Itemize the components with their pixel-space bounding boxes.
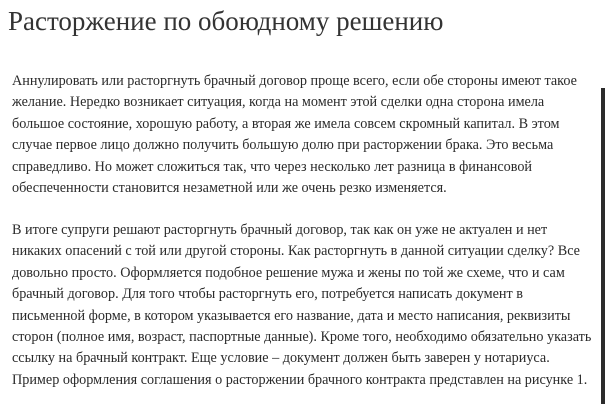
paragraph-1-line: желание. Нередко возникает ситуация, когда на момент этой сделки одна сторона имела — [12, 94, 545, 111]
paragraph-1-line: обеспеченности становится незаметной или же очень резко изменяется. — [12, 180, 447, 197]
paragraph-2-line: письменной форме, в котором указывается его название, дата и место написания, реквизиты — [12, 307, 571, 324]
paragraph-2-line: Пример оформления соглашения о расторжении брачного контракта представлен на рисунке 1. — [12, 371, 588, 388]
paragraph-1 — [12, 71, 602, 199]
paragraph-2-line: никаких опасений с той или другой стороны. Как расторгнуть в данной ситуации сделку? Все — [12, 243, 580, 260]
paragraph-2-line: ссылку на брачный контракт. Еще условие – документ должен быть заверен у нотариуса. — [12, 350, 550, 367]
paragraph-1-line: справедливо. Но может сложиться так, что через несколько лет разница в финансовой — [12, 158, 533, 175]
paragraph-1-line: большое состояние, хорошую работу, а вторая же имела совсем скромный капитал. В этом — [12, 115, 560, 132]
paragraph-1-line: Аннулировать или расторгнуть брачный договор проще всего, если обе стороны имеют такое — [12, 73, 577, 89]
paragraph-1-line: случае первое лицо должно получить большую долю при расторжении брака. Это весьма — [12, 137, 554, 154]
article-title: Расторжение по обоюдному решению — [8, 6, 444, 36]
paragraph-2 — [12, 220, 602, 391]
paragraph-2-line: сторон (полное имя, возраст, паспортные данные). Кроме того, необходимо обязательно указать — [12, 329, 592, 346]
paragraph-2-line: В итоге супруги решают расторгнуть брачный договор, так как он уже не актуален и нет — [12, 222, 548, 238]
paragraph-2-line: брачный договор. Для того чтобы расторгнуть его, потребуется написать документ в — [12, 286, 523, 303]
right-edge-divider — [601, 88, 605, 404]
paragraph-2-line: довольно просто. Оформляется подобное решение мужа и жены по той же схеме, что и сам — [12, 264, 565, 281]
